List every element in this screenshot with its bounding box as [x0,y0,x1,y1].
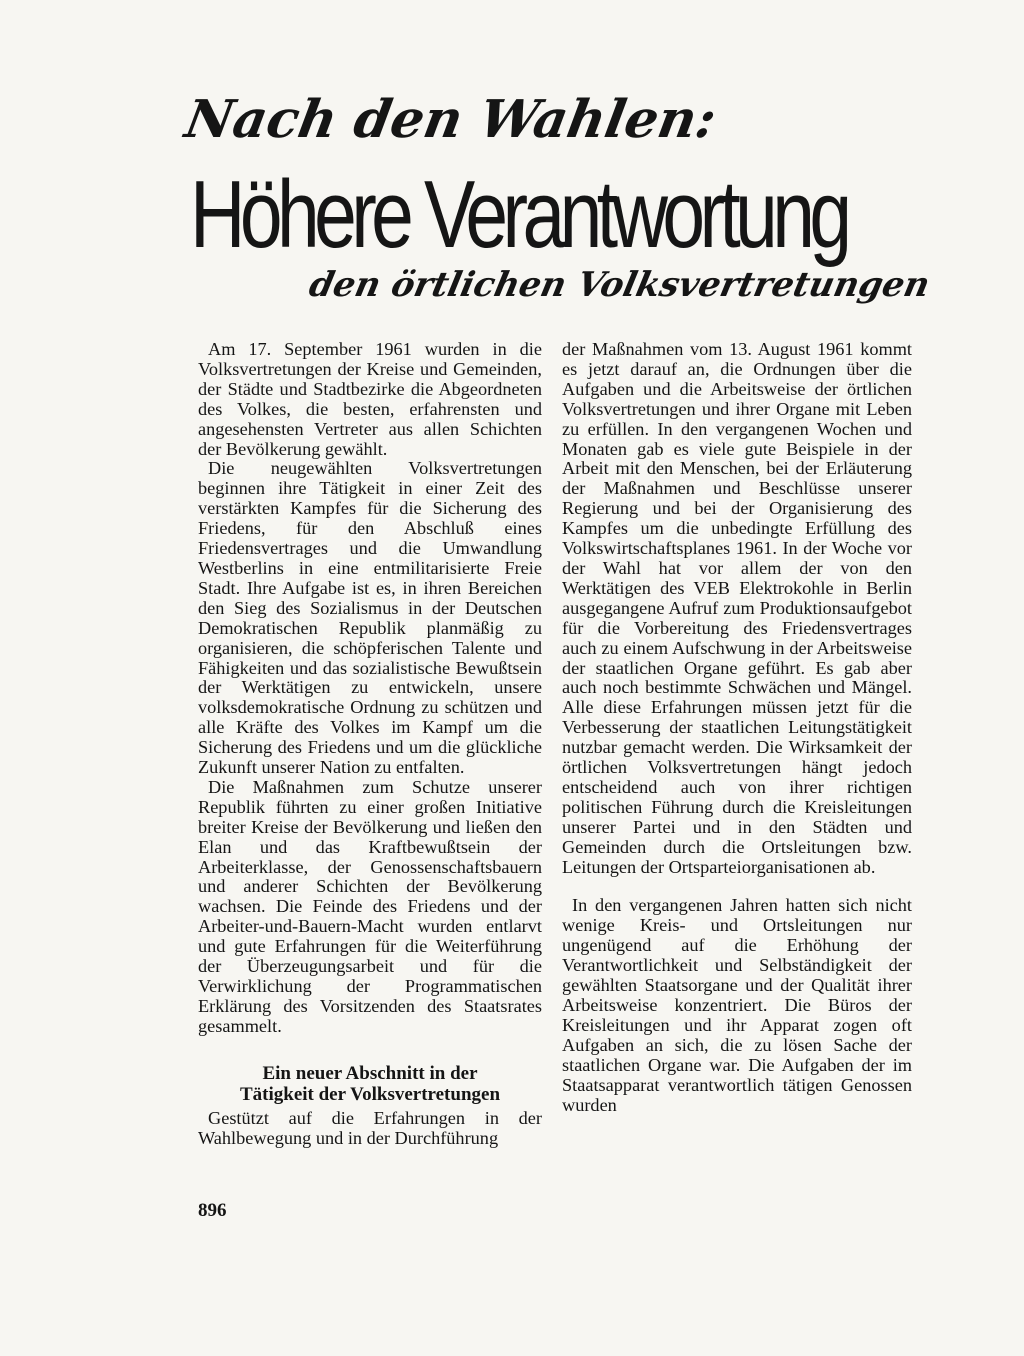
section-heading-line: Tätigkeit der Volksvertretungen [239,1083,501,1105]
right-column [562,340,912,1115]
section-heading [198,1063,542,1105]
paragraph: Gestützt auf die Erfahrungen in der Wahlbewegung und in der Durchführung [198,1107,542,1148]
section-heading-line: Ein neuer Abschnitt in der [262,1062,478,1084]
paragraph: der Maßnahmen vom 13. August 1961 kommt es jetzt darauf an, die Ordnungen über die Aufgaben und die Arbeitsweise der örtlichen Volksvertretungen und ihrer Organe mit Leben zu erfüllen. In den vergangenen Wochen und Monaten gab es viele gute Beispiele in der Arbeit mit den Menschen, bei der Erläuterung der Maßnahmen und Beschlüsse unserer Regierung und bei der Organisierung des Kampfes um die unbedingte Erfüllung des Volkswirtschaftsplanes 1961. In der Woche vor der Wahl hat vor allem der von den Werktätigen des VEB Elektrokohle in Berlin ausgegangene Aufruf zum Produktionsaufgebot für die Vorbereitung des Friedensvertrages auch zu einem Aufschwung in der Arbeitsweise der staatlichen Organe geführt. Es gab aber auch noch bestimmte Schwächen und Mängel. Alle diese Erfahrungen müssen jetzt für die Verbesserung der staatlichen Leitungstätigkeit nutzbar gemacht werden. Die Wirksamkeit der örtlichen Volksvertretungen hängt jedoch entscheidend auch von ihrer richtigen politischen Führung durch die Kreisleitungen unserer Partei und in den Städten und Gemeinden durch die Ortsleitungen bzw. Leitungen der Ortsparteiorganisationen ab. [562,339,912,877]
left-column [198,340,542,1149]
paragraph: In den vergangenen Jahren hatten sich nicht wenige Kreis- und Ortsleitungen nur ungenügend auf die Erhöhung der Verantwortlichkeit und Selbständigkeit der gewählten Staatsorgane und der Qualität ihrer Arbeitsweise konzentriert. Die Büros der Kreisleitungen und ihr Apparat zogen oft Aufgaben an sich, die zu lösen Sache der staatlichen Organe war. Die Aufgaben der im Staatsapparat verantwortlich tätigen Genossen wurden [562,895,912,1115]
paragraph: Die neugewählten Volksvertretungen beginnen ihre Tätigkeit in einer Zeit des verstärkten Kampfes für die Sicherung des Friedens, für den Abschluß eines Friedensvertrages und die Umwandlung Westberlins in eine entmilitarisierte Freie Stadt. Ihre Aufgabe ist es, in ihren Bereichen den Sieg des Sozialismus in der Deutschen Demokratischen Republik planmäßig zu organisieren, die schöpferischen Talente und Fähigkeiten und das sozialistische Bewußtsein der Werktätigen zu entwickeln, unsere volksdemokratische Ordnung zu schützen und alle Kräfte des Volkes im Kampf um die Sicherung des Friedens und um die glückliche Zukunft unserer Nation zu entfalten. [198,458,542,778]
paragraph: Am 17. September 1961 wurden in die Volksvertretungen der Kreise und Gemeinden, der Städte und Stadtbezirke die Abgeordneten des Volkes, die besten, erfahrensten und angesehensten Vertreter aus allen Schichten der Bevölkerung gewählt. [198,339,542,459]
subtitle: den örtlichen Volksvertretungen [305,265,934,305]
page-number: 896 [198,1200,227,1221]
kicker-title: Nach den Wahlen: [180,89,721,150]
paragraph: Die Maßnahmen zum Schutze unserer Republik führten zu einer großen Initiative breiter Kreise der Bevölkerung und ließen den Elan und das Kraftbewußtsein der Arbeiterklasse, der Genossenschaftsbauern und anderer Schichten der Bevölkerung wachsen. Die Feinde des Friedens und der Arbeiter-und-Bauern-Macht wurden entlarvt und gute Erfahrungen für die Weiterführung der Überzeugungsarbeit und für die Verwirklichung der Programmatischen Erklärung des Vorsitzenden des Staatsrates gesammelt. [198,776,542,1036]
headline: Höhere Verantwortung [190,161,847,268]
